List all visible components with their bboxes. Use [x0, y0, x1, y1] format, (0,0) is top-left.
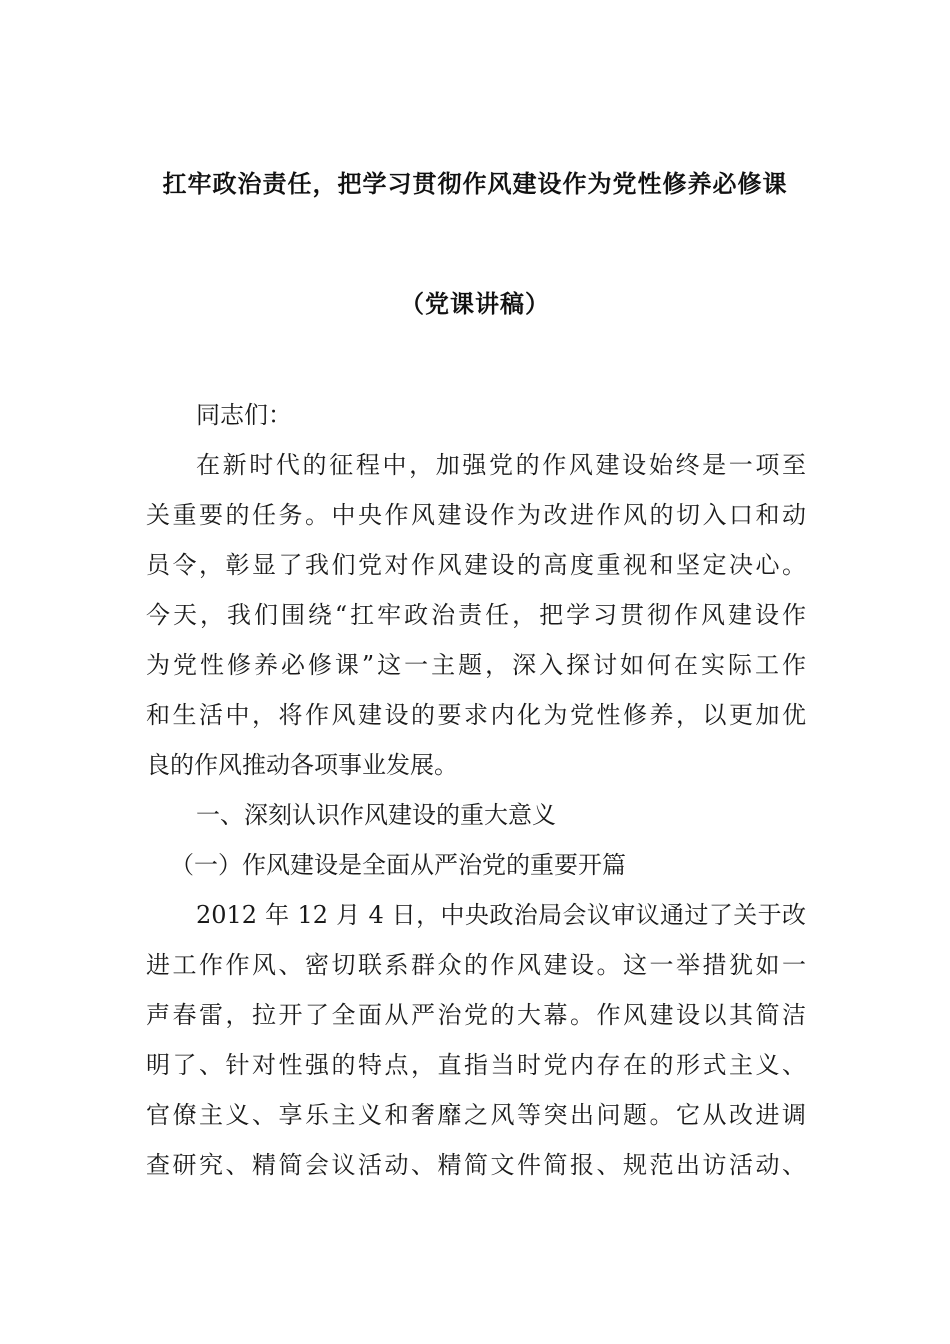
- paragraph-line: 今天，我们围绕“扛牢政治责任，把学习贯彻作风建设作: [146, 601, 806, 629]
- section-heading: 一、深刻认识作风建设的重大意义: [196, 801, 556, 829]
- paragraph-line: 进工作作风、密切联系群众的作风建设。这一举措犹如一: [146, 951, 806, 979]
- paragraph-line: 明了、针对性强的特点，直指当时党内存在的形式主义、: [146, 1051, 806, 1079]
- document-subtitle: （党课讲稿）: [400, 290, 550, 318]
- subsection-heading: （一）作风建设是全面从严治党的重要开篇: [170, 851, 626, 879]
- paragraph-line: 员令，彰显了我们党对作风建设的高度重视和坚定决心。: [146, 551, 806, 579]
- paragraph-line: 关重要的任务。中央作风建设作为改进作风的切入口和动: [146, 501, 806, 529]
- document-title: 扛牢政治责任，把学习贯彻作风建设作为党性修养必修课: [162, 170, 788, 198]
- paragraph-line: 在新时代的征程中，加强党的作风建设始终是一项至: [196, 451, 806, 479]
- paragraph-line: 查研究、精简会议活动、精简文件简报、规范出访活动、: [146, 1151, 806, 1179]
- paragraph-line: 和生活中，将作风建设的要求内化为党性修养，以更加优: [146, 701, 806, 729]
- paragraph-line: 良的作风推动各项事业发展。: [146, 751, 458, 779]
- paragraph-line: 声春雷，拉开了全面从严治党的大幕。作风建设以其简洁: [146, 1001, 806, 1029]
- salutation: 同志们：: [196, 401, 292, 429]
- paragraph-line: 为党性修养必修课”这一主题，深入探讨如何在实际工作: [146, 651, 806, 679]
- paragraph-line: 官僚主义、享乐主义和奢靡之风等突出问题。它从改进调: [146, 1101, 806, 1129]
- paragraph-line: 2012 年 12 月 4 日，中央政治局会议审议通过了关于改: [196, 901, 806, 929]
